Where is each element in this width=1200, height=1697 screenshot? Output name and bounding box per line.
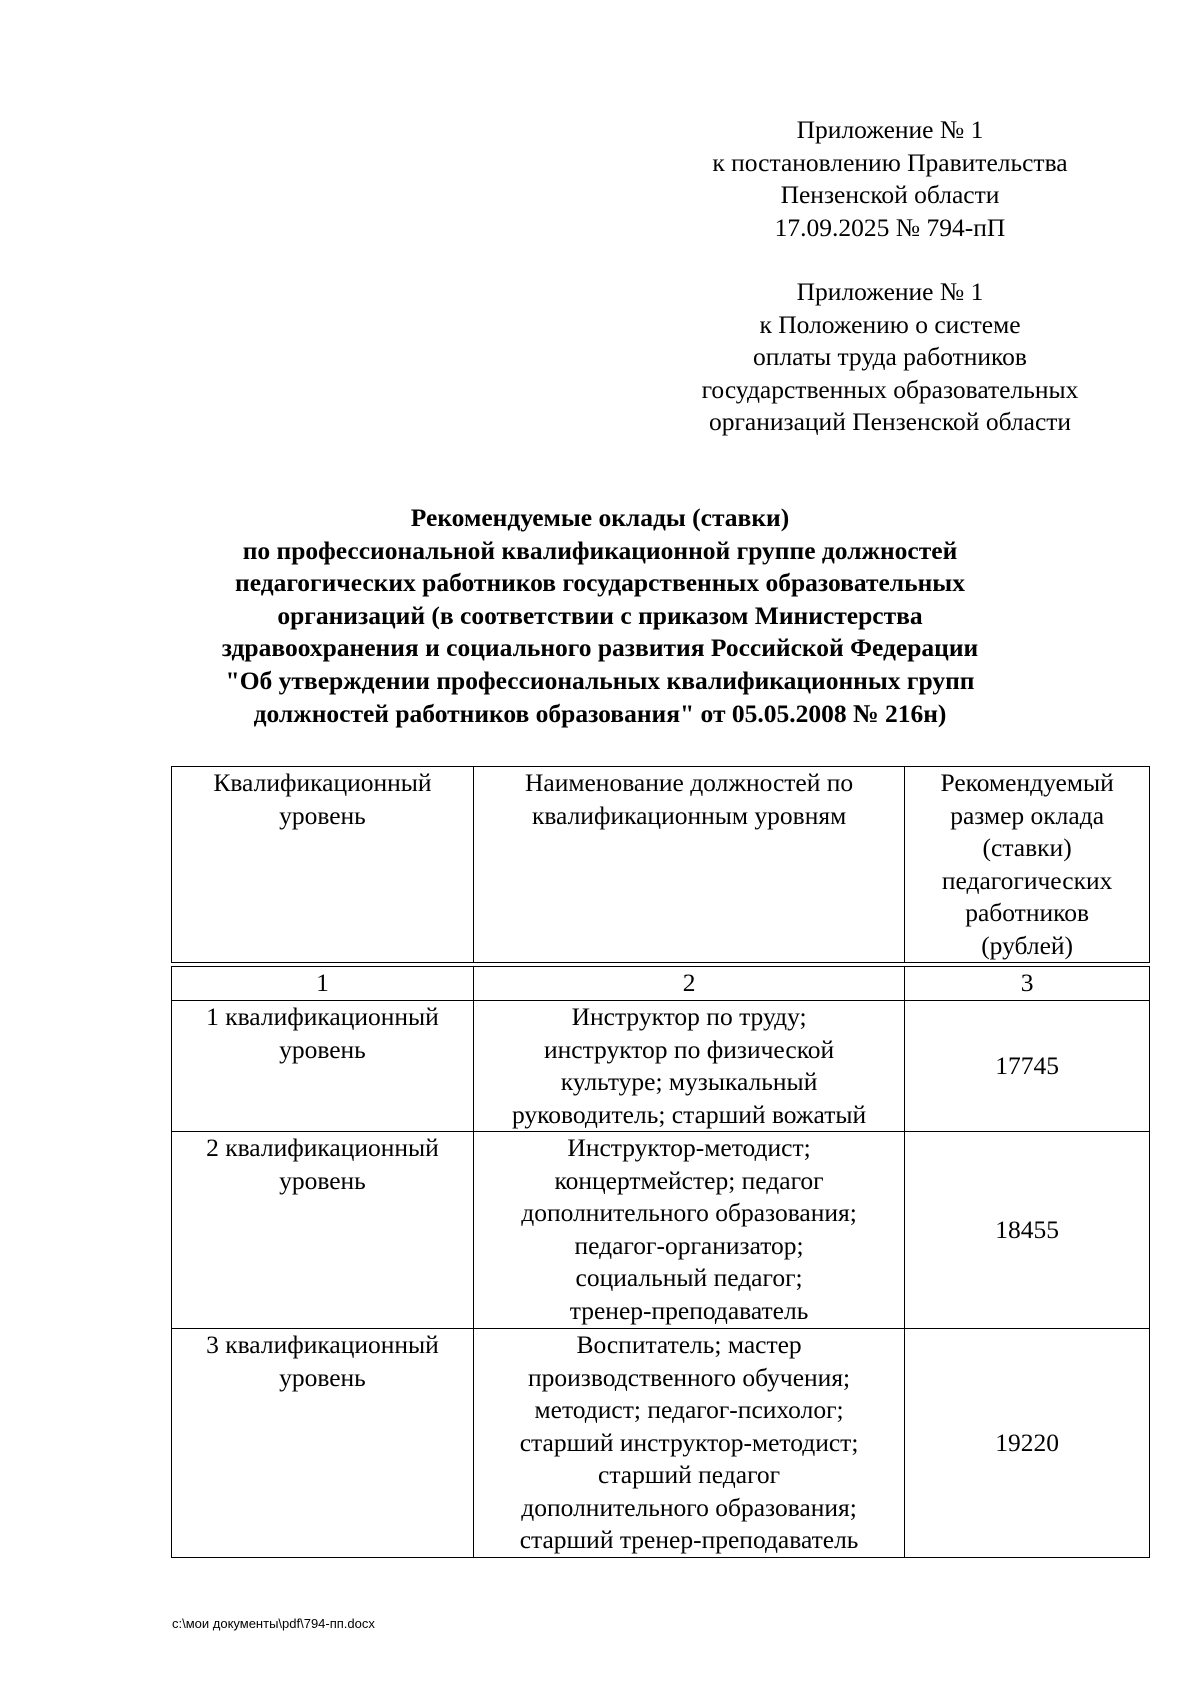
level-cell — [172, 1001, 474, 1132]
header-line: (рублей) — [981, 930, 1074, 960]
position-line: педагог-организатор; — [574, 1230, 804, 1260]
position-line: Воспитатель; мастер — [576, 1330, 802, 1359]
positions-cell — [473, 1132, 904, 1329]
appendix-1-line: Приложение № 1 — [796, 115, 984, 144]
level-cell — [172, 1132, 474, 1329]
position-line: социальный педагог; — [575, 1263, 803, 1292]
position-line: методист; педагог-психолог; — [534, 1395, 844, 1424]
column-number: 1 — [172, 967, 474, 1001]
position-line: концертмейстер; педагог — [554, 1165, 824, 1195]
appendix-2-line: оплаты труда работников — [753, 342, 1027, 371]
position-line: инструктор по физической — [543, 1034, 835, 1064]
column-number-row — [172, 967, 1150, 1001]
position-line: старший инструктор-методист; — [519, 1427, 859, 1457]
table-row — [172, 1329, 1150, 1558]
appendix-1-line: 17.09.2025 № 794-пП — [774, 212, 1006, 242]
column-number: 3 — [905, 967, 1150, 1001]
header-line: Рекомендуемый — [940, 768, 1114, 797]
position-line: тренер-преподаватель — [569, 1295, 809, 1325]
salary-table — [171, 966, 1150, 1558]
salary-cell: 18455 — [905, 1132, 1150, 1329]
appendix-2-line: государственных образовательных — [701, 374, 1079, 404]
header-line: педагогических — [941, 865, 1113, 895]
header-cell-positions — [473, 767, 904, 963]
salary-cell: 17745 — [905, 1001, 1150, 1132]
header-line: размер оклада — [950, 800, 1105, 830]
table-row — [172, 1001, 1150, 1132]
file-path-footer: c:\мои документы\pdf\794-пп.docx — [172, 1616, 375, 1631]
header-line: Наименование должностей по — [524, 768, 854, 797]
title-line: "Об утверждении профессиональных квалификационных групп — [225, 665, 975, 695]
salary-cell: 19220 — [905, 1329, 1150, 1558]
positions-cell — [473, 1001, 904, 1132]
level-line: 1 квалификационный — [206, 1002, 439, 1031]
appendix-2-line: Приложение № 1 — [796, 277, 984, 306]
header-line: Квалификационный — [213, 768, 432, 797]
appendix-1-block — [660, 114, 1120, 244]
appendix-1-line: к постановлению Правительства — [712, 147, 1068, 177]
title-line: здравоохранения и социального развития Российской Федерации — [221, 633, 979, 663]
appendix-2-line: к Положению о системе — [759, 309, 1021, 339]
header-line: квалификационным уровням — [531, 800, 847, 830]
title-line: педагогических работников государственных образовательных — [235, 568, 965, 598]
appendix-2-line: организаций Пензенской области — [708, 407, 1072, 436]
position-line: Инструктор-методист; — [567, 1133, 811, 1162]
header-cell-level — [172, 767, 474, 963]
position-line: Инструктор по труду; — [571, 1002, 807, 1031]
level-line: уровень — [279, 1362, 366, 1392]
level-line: 2 квалификационный — [206, 1133, 439, 1162]
header-line: уровень — [279, 800, 366, 830]
salary-table-header — [171, 766, 1150, 963]
position-line: старший педагог — [598, 1460, 781, 1489]
appendix-1-line: Пензенской области — [780, 180, 1000, 209]
position-line: дополнительного образования; — [521, 1492, 857, 1522]
level-cell — [172, 1329, 474, 1558]
position-line: культуре; музыкальный — [560, 1067, 818, 1096]
header-line: (ставки) — [982, 833, 1072, 862]
level-line: 3 квалификационный — [206, 1330, 439, 1359]
position-line: старший тренер-преподаватель — [519, 1525, 859, 1554]
table-row — [172, 1132, 1150, 1329]
position-line: руководитель; старший вожатый — [512, 1099, 867, 1129]
appendix-2-block — [660, 276, 1120, 439]
level-line: уровень — [279, 1034, 366, 1064]
document-title — [130, 502, 1070, 730]
column-number: 2 — [473, 967, 904, 1001]
header-cell-salary — [905, 767, 1150, 963]
title-line: по профессиональной квалификационной группе должностей — [242, 535, 958, 565]
positions-cell — [473, 1329, 904, 1558]
title-line: Рекомендуемые оклады (ставки) — [410, 503, 790, 532]
title-line: организаций (в соответствии с приказом Министерства — [277, 600, 923, 630]
position-line: производственного обучения; — [528, 1362, 851, 1392]
header-line: работников — [965, 898, 1089, 927]
position-line: дополнительного образования; — [521, 1198, 857, 1227]
level-line: уровень — [279, 1165, 366, 1195]
title-line: должностей работников образования" от 05.05.2008 № 216н) — [253, 698, 947, 728]
